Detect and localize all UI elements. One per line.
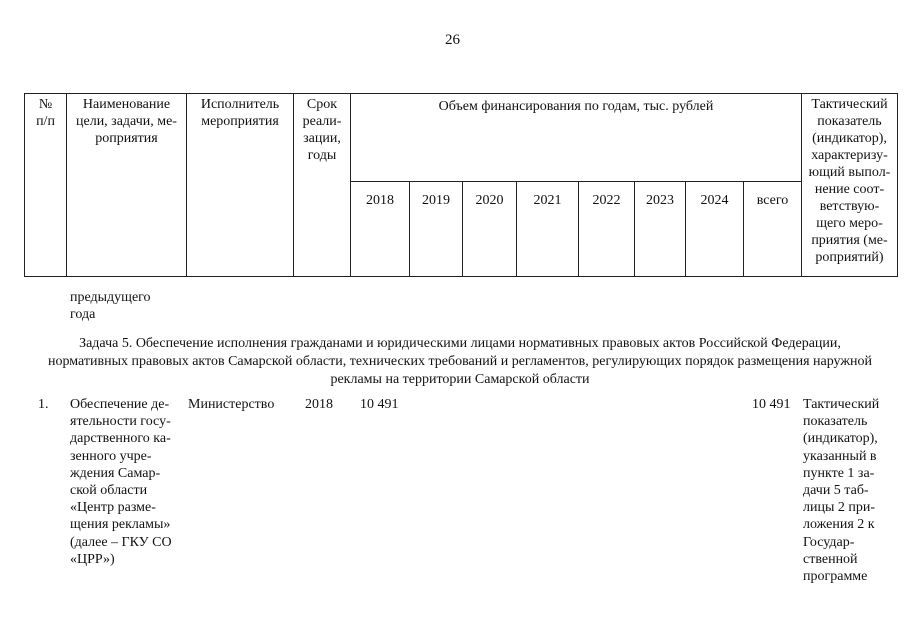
header-year-2022: 2022: [579, 182, 635, 277]
table-header: [24, 93, 898, 277]
row-tactical-line: Государ-: [803, 534, 855, 550]
header-executor: [187, 94, 294, 277]
row-tactical-line: Тактический: [803, 397, 880, 412]
header-term-line: реали-: [302, 114, 342, 129]
header-tactical-line: щего меро-: [816, 216, 883, 231]
header-year-total: всего: [744, 182, 802, 277]
header-tactical-line: (индикатор),: [812, 131, 887, 146]
row-name-line: щения рекламы»: [70, 517, 171, 533]
header-year-2019: 2019: [410, 182, 463, 277]
row-tactical-line: пункте 1 за-: [803, 465, 875, 481]
row-name-line: дарственного ка-: [70, 431, 171, 447]
row-name: [70, 396, 183, 568]
header-tactical-line: приятия (ме-: [811, 233, 888, 248]
task-heading: Задача 5. Обеспечение исполнения гражданами и юридическими лицами нормативных правовых актов Российской Федерации, нормативных правовых актов Самарской области, технических требований и регламентов, регулирующих порядок размещения наружной рекламы на территории Самарской области: [47, 336, 873, 387]
header-tactical-line: роприятий): [815, 250, 884, 265]
header-year-2021: 2021: [517, 182, 579, 277]
header-tactical-line: Тактический: [811, 97, 888, 112]
header-year-2024: 2024: [686, 182, 744, 277]
header-tactical-line: нение соот-: [814, 182, 885, 197]
row-name-line: ятельности госу-: [70, 414, 171, 430]
header-name-line: цели, задачи, ме-: [76, 114, 177, 129]
header-name-line: Наименование: [82, 97, 171, 112]
row-tactical-line: указанный в: [803, 448, 877, 464]
row-name-line: Обеспечение де-: [70, 397, 170, 412]
row-name-line: зенного учре-: [70, 448, 152, 464]
header-term-line: зации,: [303, 131, 341, 146]
header-tactical: [802, 94, 898, 277]
continuation-line: года: [70, 307, 96, 322]
header-year-2023: 2023: [635, 182, 686, 277]
header-name: [67, 94, 187, 277]
row-tactical-line: лицы 2 при-: [803, 500, 876, 516]
row-tactical: [803, 396, 895, 585]
row-tactical-line: ственной: [803, 551, 858, 567]
row-value-total: 10 491: [752, 397, 791, 412]
header-term: [294, 94, 351, 277]
row-tactical-line: программе: [803, 569, 868, 585]
header-year-2018: 2018: [351, 182, 410, 277]
row-value-2018: 10 491: [360, 397, 399, 412]
row-tactical-line: (индикатор),: [803, 431, 878, 447]
row-name-line: ской области: [70, 483, 148, 499]
continuation-line: предыдущего: [70, 290, 151, 305]
row-executor: Министерство: [188, 397, 275, 412]
header-tactical-line: ющий выпол-: [808, 165, 891, 180]
header-tactical-line: ветствую-: [819, 199, 880, 214]
row-number: 1.: [38, 397, 49, 412]
row-tactical-line: дачи 5 таб-: [803, 483, 869, 499]
header-num-line: п/п: [36, 114, 55, 129]
header-funding: Объем финансирования по годам, тыс. рублей: [351, 94, 802, 182]
row-name-line: (далее – ГКУ СО: [70, 534, 172, 550]
row-term: 2018: [305, 397, 333, 412]
header-num: [25, 94, 67, 277]
header-year-2020: 2020: [463, 182, 517, 277]
header-tactical-line: показатель: [817, 114, 882, 129]
page-number: 26: [445, 32, 460, 48]
header-term-line: годы: [307, 148, 337, 163]
header-tactical-line: характеризу-: [811, 148, 888, 163]
row-tactical-line: ложения 2 к: [803, 517, 875, 533]
header-num-line: №: [38, 97, 53, 112]
row-name-line: ждения Самар-: [70, 465, 161, 481]
row-tactical-line: показатель: [803, 414, 868, 430]
header-name-line: роприятия: [95, 131, 158, 146]
header-term-line: Срок: [306, 97, 338, 112]
row-name-line: «Центр разме-: [70, 500, 156, 516]
header-executor-line: Исполнитель: [200, 97, 280, 112]
row-name-line: «ЦРР»): [70, 551, 115, 567]
continuation-text: [70, 289, 151, 323]
header-executor-line: мероприятия: [201, 114, 279, 129]
